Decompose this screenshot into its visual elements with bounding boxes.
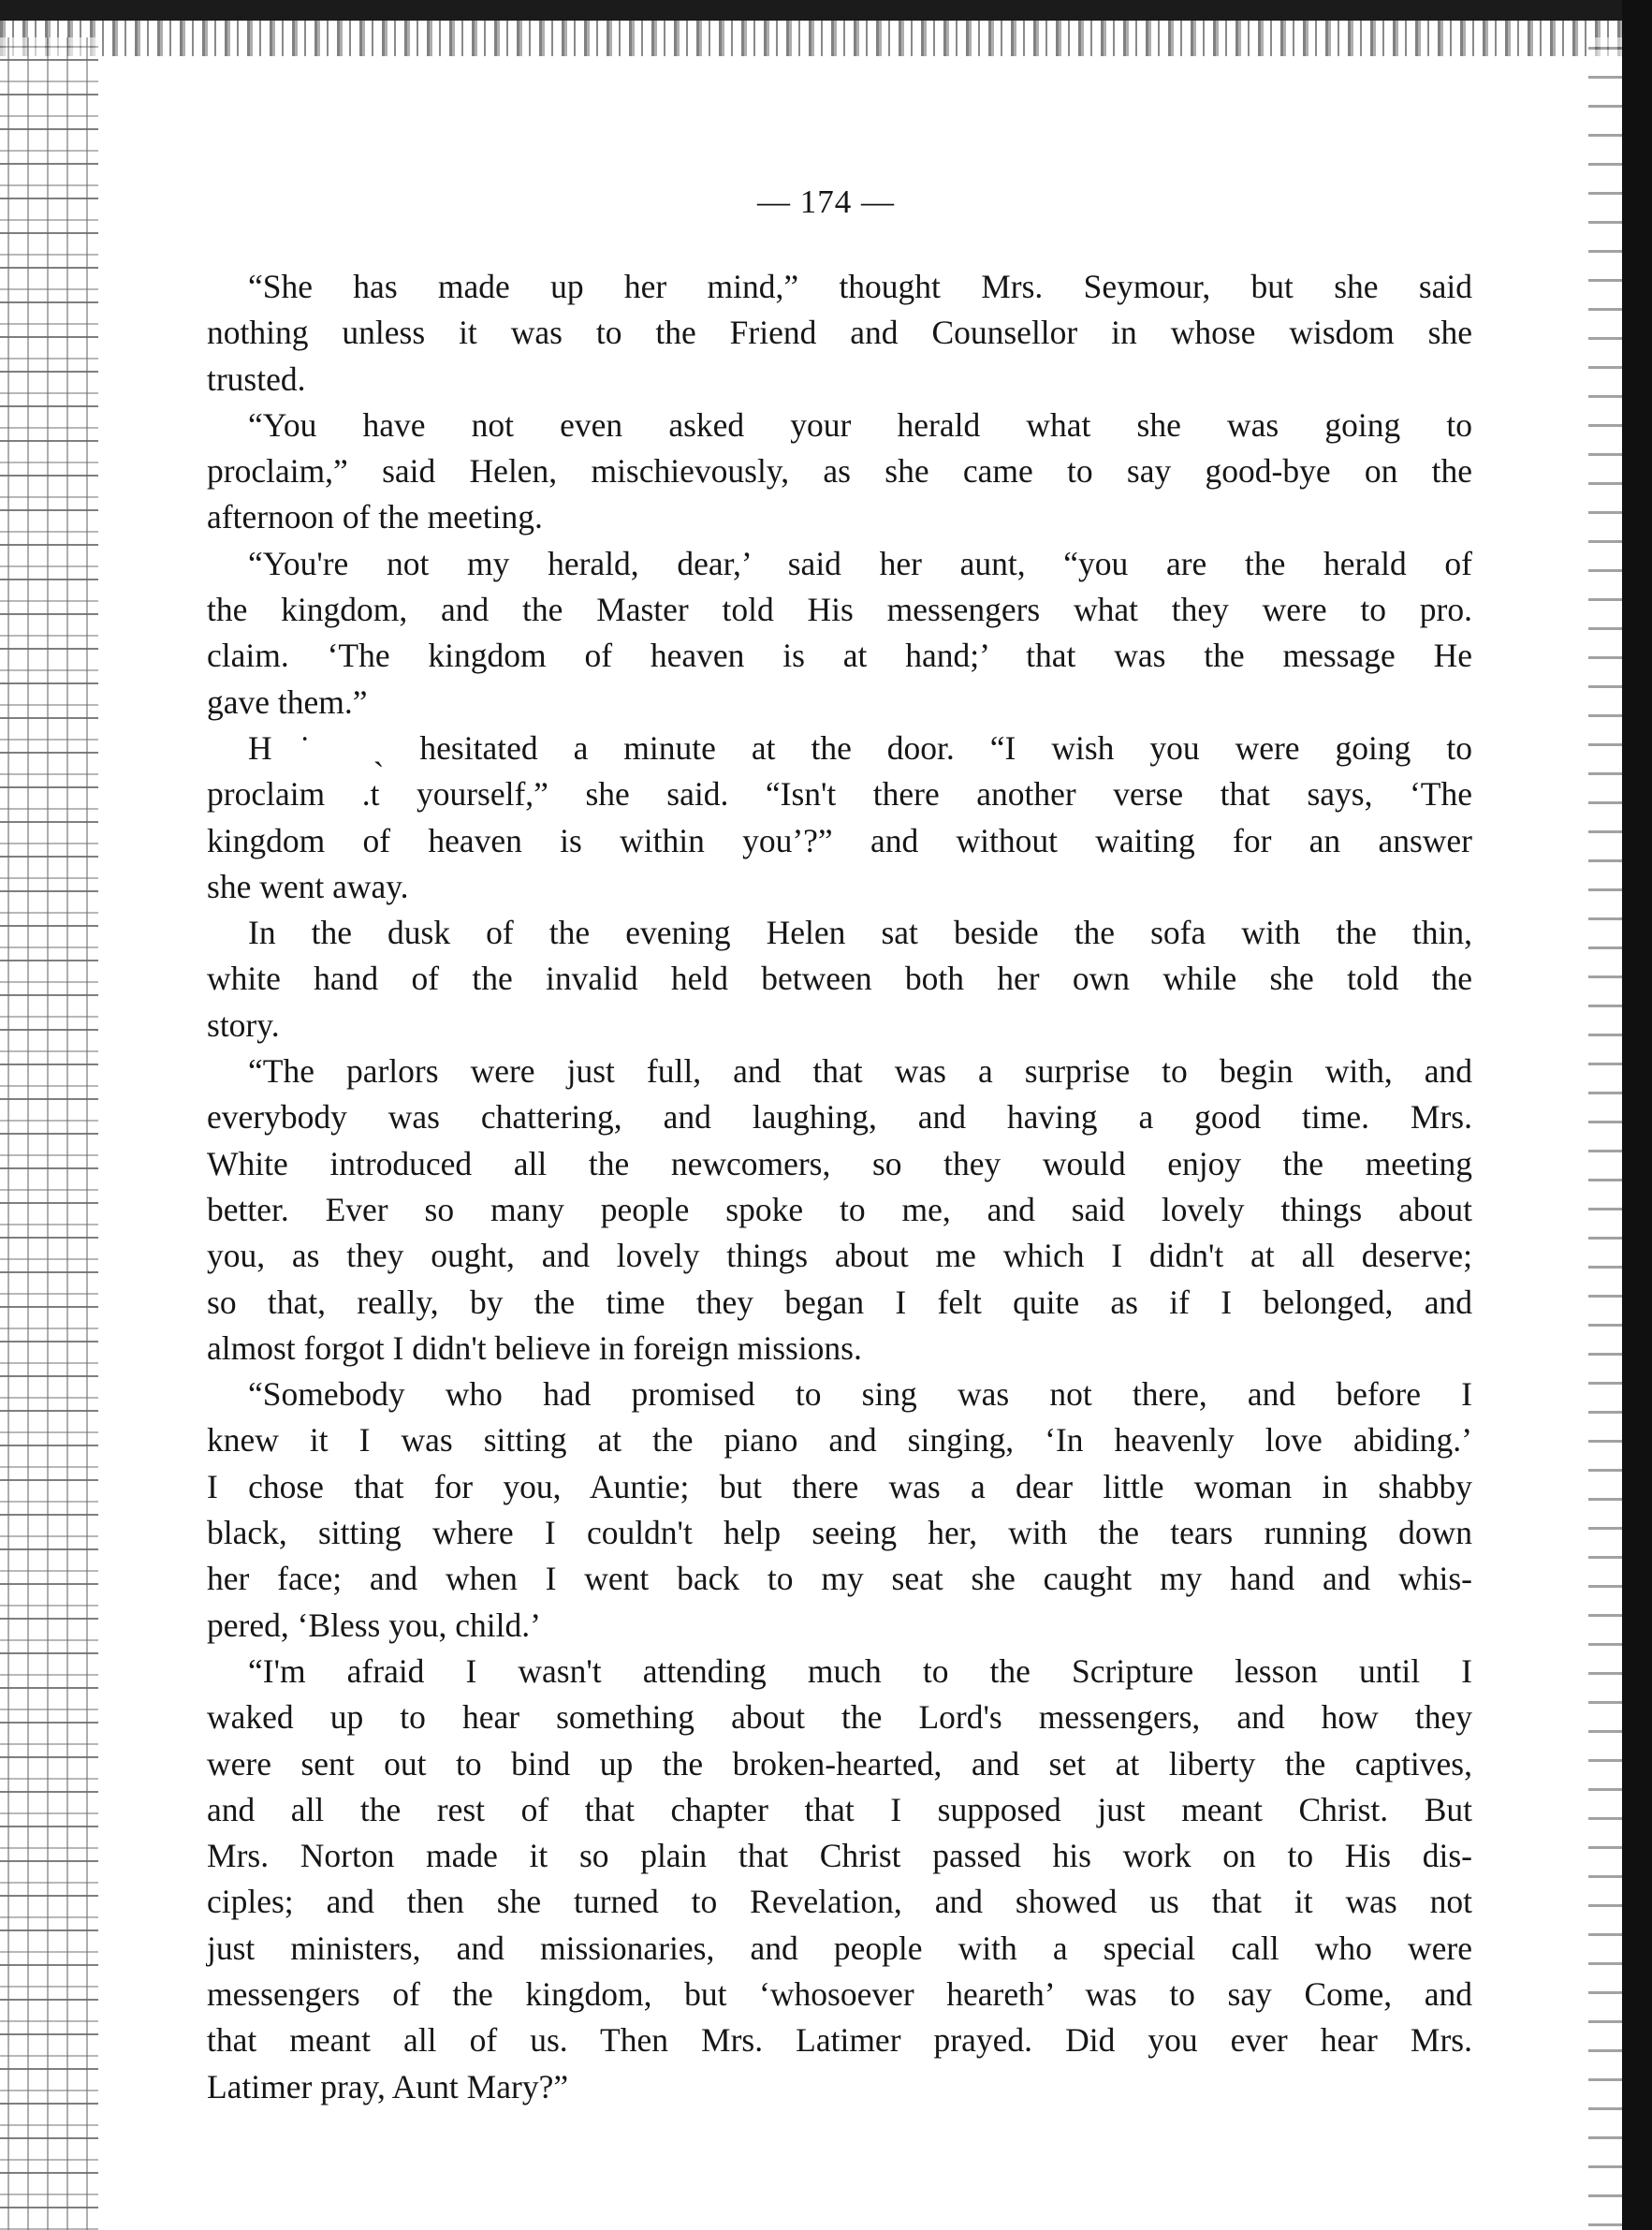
text-line: White introduced all the newcomers, so they would enjoy the meeting	[207, 1144, 1472, 1182]
text-line: story.	[207, 1005, 280, 1044]
paragraph	[207, 403, 1472, 541]
text-line: “You're not my herald, dear,’ said her aunt, “you are the herald of	[248, 544, 1472, 582]
page-number: — 174 —	[757, 183, 895, 220]
text-line: claim. ‘The kingdom of heaven is at hand;’ that was the message He	[207, 637, 1472, 675]
text-line: knew it I was sitting at the piano and singing, ‘In heavenly love abiding.’	[207, 1421, 1472, 1460]
text-line: she went away.	[207, 867, 409, 905]
scan-left-edge	[0, 37, 98, 2230]
paragraph	[207, 264, 1472, 403]
text-line: white hand of the invalid held between both her own while she told the	[207, 960, 1472, 998]
text-line: kingdom of heaven is within you’?” and without waiting for an answer	[207, 821, 1472, 859]
text-line: and all the rest of that chapter that I supposed just meant Christ. But	[207, 1790, 1472, 1828]
text-line: so that, really, by the time they began I felt quite as if I belonged, and	[207, 1283, 1472, 1321]
text-line: trusted.	[207, 359, 306, 398]
text-line: the kingdom, and the Master told His messengers what they were to pro.	[207, 591, 1472, 629]
text-line: everybody was chattering, and laughing, and having a good time. Mrs.	[207, 1098, 1472, 1137]
text-line: messengers of the kingdom, but ‘whosoever heareth’ was to say Come, and	[207, 1974, 1472, 2013]
body-text	[207, 264, 1472, 2110]
text-line: “You have not even asked your herald what she was going to	[248, 405, 1472, 444]
text-line: pered, ‘Bless you, child.’	[207, 1606, 541, 1644]
text-line: “The parlors were just full, and that was a surprise to begin with, and	[248, 1052, 1472, 1091]
paragraph	[207, 1049, 1472, 1372]
text-line: Latimer pray, Aunt Mary?”	[207, 2067, 569, 2105]
text-line: proclaim,” said Helen, mischievously, as she came to say good-bye on the	[207, 452, 1472, 491]
text-line: black, sitting where I couldn't help seeing her, with the tears running down	[207, 1514, 1472, 1552]
text-line: In the dusk of the evening Helen sat beside the sofa with the thin,	[248, 914, 1472, 952]
paragraph	[207, 1649, 1472, 2110]
paragraph	[207, 726, 1472, 910]
text-line: almost forgot I didn't believe in foreign missions.	[207, 1328, 862, 1367]
text-line: proclaim .t yourself,” she said. “Isn't there another verse that says, ‘The	[207, 775, 1472, 814]
scan-right-speckle	[1588, 37, 1622, 2230]
scan-right-border	[1622, 0, 1652, 2230]
scan-top-border	[0, 0, 1652, 21]
text-line: her face; and when I went back to my seat she caught my hand and whis-	[207, 1560, 1472, 1598]
text-line: Mrs. Norton made it so plain that Christ passed his work on to His dis-	[207, 1837, 1472, 1875]
text-line: afternoon of the meeting.	[207, 498, 543, 536]
text-line: better. Ever so many people spoke to me, and said lovely things about	[207, 1190, 1472, 1228]
text-line: waked up to hear something about the Lord's messengers, and how they	[207, 1698, 1472, 1737]
text-line: you, as they ought, and lovely things about me which I didn't at all deserve;	[207, 1237, 1472, 1275]
text-line: nothing unless it was to the Friend and Counsellor in whose wisdom she	[207, 314, 1472, 352]
paragraph	[207, 1372, 1472, 1649]
text-line: “She has made up her mind,” thought Mrs. Seymour, but she said	[248, 268, 1472, 305]
text-line: “I'm afraid I wasn't attending much to the Scripture lesson until I	[248, 1651, 1472, 1690]
text-line: ciples; and then she turned to Revelation, and showed us that it was not	[207, 1883, 1472, 1921]
text-line: “Somebody who had promised to sing was not there, and before I	[248, 1375, 1472, 1414]
text-line: I chose that for you, Auntie; but there was a dear little woman in shabby	[207, 1467, 1472, 1505]
text-line: were sent out to bind up the broken-hearted, and set at liberty the captives,	[207, 1744, 1472, 1783]
text-line: just ministers, and missionaries, and people with a special call who were	[207, 1929, 1472, 1967]
text-line: gave them.”	[207, 682, 368, 721]
paragraph	[207, 910, 1472, 1049]
text-line: that meant all of us. Then Mrs. Latimer prayed. Did you ever hear Mrs.	[207, 2021, 1472, 2060]
paragraph	[207, 541, 1472, 726]
text-line: H˙ ˎ hesitated a minute at the door. “I wish you were going to	[248, 728, 1472, 767]
